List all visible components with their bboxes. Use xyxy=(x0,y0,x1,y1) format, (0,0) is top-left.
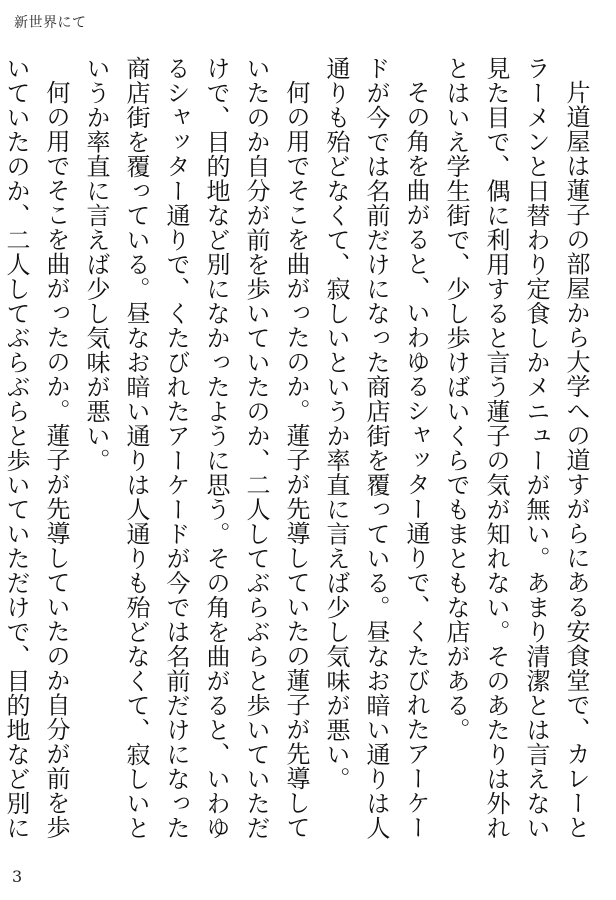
running-head: 新世界にて xyxy=(14,15,87,31)
paragraph: 何の用でそこを曲がったのか。蓮子が先導していたのか自分が前を歩いていたのか、二人してぶらぶらと歩いていただけで、目的地など別に xyxy=(2,56,70,840)
paragraph: 何の用でそこを曲がったのか。蓮子が先導していたの蓮子が先導していたのか自分が前を歩いていたのか、二人してぶらぶらと歩いていただけで、目的地など別になかったように思う。その角を曲がると、いわゆるシャッター通りで、くたびれたアーケードが今では名前だけになった商店街を覆っている。昼なお暗い通りは人通りも殆どなくて、寂しいというか率直に言えば少し気味が悪い。 xyxy=(82,56,310,840)
paragraph: 片道屋は蓮子の部屋から大学への道すがらにある安食堂で、カレーとラーメンと日替わり定食しかメニューが無い。あまり清潔とは言えない見た目で、偶に利用すると言う蓮子の気が知れない。そのあたりは外れとはいえ学生街で、少し歩けばいくらでもまともな店がある。 xyxy=(442,56,590,840)
body-text xyxy=(2,56,596,856)
page-number: 3 xyxy=(12,867,23,886)
paragraph: その角を曲がると、いわゆるシャッター通りで、くたびれたアーケードが今では名前だけになった商店街を覆っている。昼なお暗い通りは人通りも殆どなくて、寂しいというか率直に言えば少し気味が悪い。 xyxy=(322,56,430,840)
